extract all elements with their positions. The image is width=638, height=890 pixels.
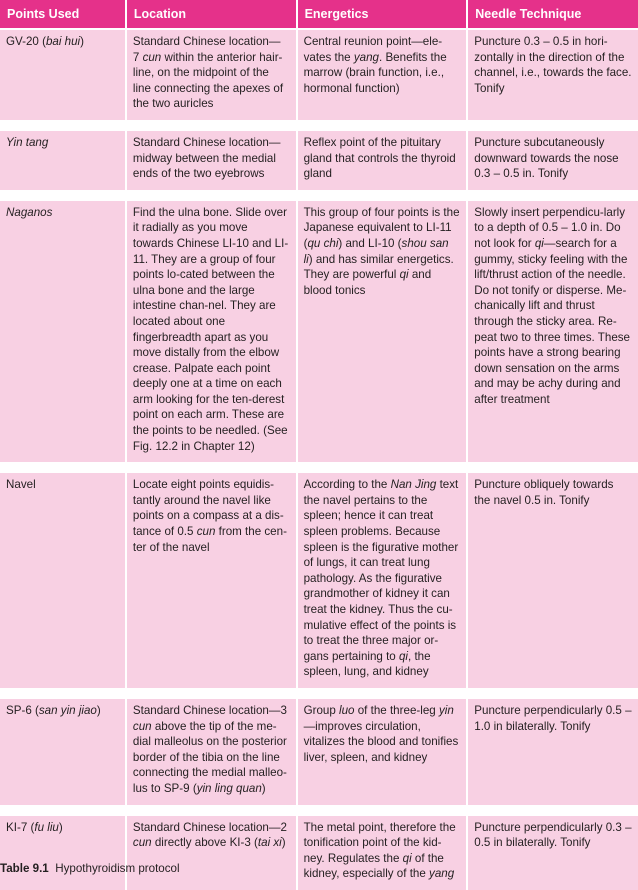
table-row	[0, 693, 638, 810]
cell-location: Standard Chinese location—midway between the medial ends of the two eyebrows	[126, 125, 297, 195]
table-row	[0, 29, 638, 125]
cell-point: SP-6 (san yin jiao)	[0, 693, 126, 810]
cell-energetics: Group luo of the three-leg yin—improves circulation, vitalizes the blood and tonifies liver, spleen, and kidney	[297, 693, 468, 810]
table-row	[0, 468, 638, 694]
cell-point: Naganos	[0, 195, 126, 468]
cell-technique: Puncture 0.3 – 0.5 in hori-zontally in the direction of the channel, i.e., towards the face. Tonify	[467, 29, 638, 125]
cell-point: Yin tang	[0, 125, 126, 195]
cell-location: Locate eight points equidis-tantly around the navel like points on a compass at a dis-tance of 0.5 cun from the cen-ter of the navel	[126, 468, 297, 694]
cell-point: KI-7 (fu liu)	[0, 810, 126, 890]
table-caption	[0, 862, 180, 875]
table-row	[0, 195, 638, 468]
cell-energetics: According to the Nan Jing text the navel pertains to the spleen; hence it can treat spleen problems. Because spleen is the figurative mother of lungs, it can treat lung pathology. As the figurative grandmother of kidney it can treat the kidney. Thus the cu-mulative effect of the points is to treat the three major or-gans pertaining to qi, the spleen, lung, and kidney	[297, 468, 468, 694]
caption-label: Table 9.1	[0, 862, 49, 875]
cell-point: GV-20 (bai hui)	[0, 29, 126, 125]
cell-location: Standard Chinese location—2 cun directly above KI-3 (tai xi)	[126, 810, 297, 890]
cell-technique: Puncture obliquely towards the navel 0.5 in. Tonify	[467, 468, 638, 694]
caption-text: Hypothyroidism protocol	[55, 862, 180, 875]
header-needle-technique: Needle Technique	[467, 0, 638, 29]
cell-point: Navel	[0, 468, 126, 694]
cell-energetics: This group of four points is the Japanese equivalent to LI-11 (qu chi) and LI-10 (shou san li) and has similar energetics. They are powerful qi and blood tonics	[297, 195, 468, 468]
cell-energetics: Central reunion point—ele-vates the yang. Benefits the marrow (brain function, i.e., hormonal function)	[297, 29, 468, 125]
cell-technique: Puncture subcutaneously downward towards the nose 0.3 – 0.5 in. Tonify	[467, 125, 638, 195]
cell-technique: Slowly insert perpendicu-larly to a depth of 0.5 – 1.0 in. Do not look for qi—search for a gummy, sticky feeling with the lift/thrust action of the needle. Do not tonify or disperse. Me-chanically lift and thrust through the sticky area. Re-peat two to three times. These points have a strong bearing down sensation on the arms and may be achy during and after treatment	[467, 195, 638, 468]
cell-location: Find the ulna bone. Slide over it radially as you move towards Chinese LI-10 and LI-11. They are a group of four points lo-cated between the ulna bone and the large intestine chan-nel. They are located about one fingerbreadth apart as you move distally from the elbow crease. Palpate each point deeply one at a time on each arm looking for the ten-derest point on each arm. These are the points to be needled. (See Fig. 12.2 in Chapter 12)	[126, 195, 297, 468]
cell-technique: Puncture perpendicularly 0.5 – 1.0 in bilaterally. Tonify	[467, 693, 638, 810]
header-points-used: Points Used	[0, 0, 126, 29]
header-location: Location	[126, 0, 297, 29]
cell-location: Standard Chinese location—3 cun above the tip of the me-dial malleolus on the posterior border of the tibia on the line connecting the medial malleo-lus to SP-9 (yin ling quan)	[126, 693, 297, 810]
header-energetics: Energetics	[297, 0, 468, 29]
cell-energetics: Reflex point of the pituitary gland that controls the thyroid gland	[297, 125, 468, 195]
cell-location: Standard Chinese location— 7 cun within the anterior hair-line, on the midpoint of the line connecting the apexes of the two auricles	[126, 29, 297, 125]
table-header-row	[0, 0, 638, 29]
cell-technique: Puncture perpendicularly 0.3 – 0.5 in bilaterally. Tonify	[467, 810, 638, 890]
cell-energetics: The metal point, therefore the tonification point of the kid-ney. Regulates the qi of the kidney, especially of the yang	[297, 810, 468, 890]
table-row	[0, 125, 638, 195]
